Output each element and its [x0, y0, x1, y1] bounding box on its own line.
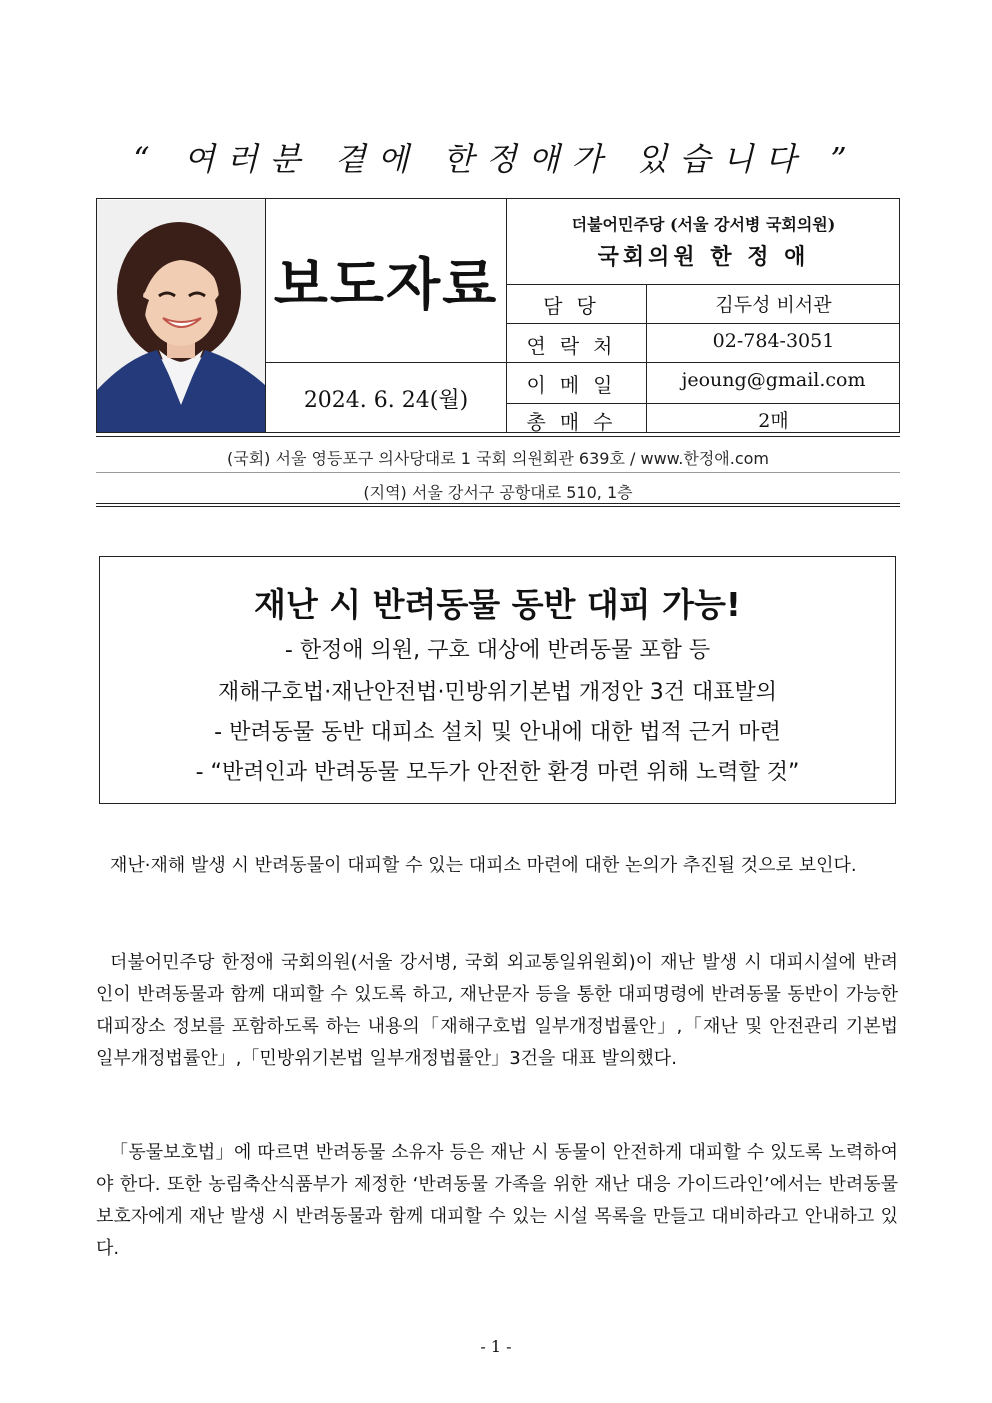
- contact-value-manager: 김두성 비서관: [715, 294, 832, 316]
- contact-value-email[interactable]: jeoung@gmail.com: [681, 369, 866, 391]
- portrait-illustration: [97, 200, 265, 432]
- header-bottom-border-double: [96, 436, 900, 437]
- page-number: - 1 -: [480, 1337, 512, 1356]
- address-bottom-border-double: [96, 506, 900, 507]
- body-paragraph-1: 재난·재해 발생 시 반려동물이 대피할 수 있는 대피소 마련에 대한 논의가 추진될 것으로 보인다.: [110, 855, 857, 876]
- headline-sub-1: - 한정애 의원, 구호 대상에 반려동물 포함 등: [284, 638, 711, 663]
- headline-sub-2: 재해구호법·재난안전법·민방위기본법 개정안 3건 대표발의: [217, 680, 777, 705]
- row-line-4: [506, 403, 900, 404]
- contact-label-manager: 담당: [543, 294, 610, 318]
- contact-label-pages: 총매수: [526, 410, 627, 434]
- slogan: “ 여러분 곁에 한정애가 있습니다 ”: [133, 140, 859, 178]
- address-national-assembly: (국회) 서울 영등포구 의사당대로 1 국회 의원회관 639호 / www.한정애.com: [227, 449, 769, 468]
- headline-sub-4: - “반려인과 반려동물 모두가 안전한 환경 마련 위해 노력할 것”: [195, 760, 800, 785]
- member-name: 국회의원 한 정 애: [597, 244, 810, 270]
- portrait-photo: [97, 200, 265, 432]
- party-affiliation: 더불어민주당 (서울 강서병 국회의원): [571, 215, 836, 234]
- body-paragraph-2: 더불어민주당 한정애 국회의원(서울 강서병, 국회 외교통일위원회)이 재난 발생 시 대피시설에 반려인이 반려동물과 함께 대피할 수 있도록 하고, 재난문자 등을 통한 대피명령에 반려동물 동반이 가능한 대피장소 정보를 포함하도록 하는 내용의「재해구호법 일부개정법률안」,「재난 및 안전관리 기본법 일부개정법률안」,「민방위기본법 일부개정법률안」3건을 대표 발의했다.: [96, 952, 898, 1069]
- header-top-border: [96, 198, 900, 199]
- row-line-2: [506, 323, 900, 324]
- headline-sub-3: - 반려동물 동반 대피소 설치 및 안내에 대한 법적 근거 마련: [214, 720, 781, 745]
- contact-value-pages: 2매: [758, 410, 789, 432]
- release-date: 2024. 6. 24(월): [303, 387, 469, 413]
- address-bottom-border: [96, 503, 900, 504]
- contact-label-phone: 연락처: [526, 334, 627, 358]
- headline-box: [99, 556, 896, 804]
- address-divider: [96, 472, 900, 473]
- contact-label-email: 이메일: [526, 373, 627, 397]
- row-line-1: [506, 284, 900, 285]
- contact-value-phone: 02-784-3051: [712, 330, 835, 352]
- press-release-title: 보도자료: [273, 253, 499, 318]
- row-line-3: [506, 362, 900, 363]
- address-local-office: (지역) 서울 강서구 공항대로 510, 1층: [363, 483, 633, 502]
- body-paragraph-3: 「동물보호법」에 따르면 반려동물 소유자 등은 재난 시 동물이 안전하게 대피할 수 있도록 노력하여야 한다. 또한 농림축산식품부가 제정한 ‘반려동물 가족을 위한 재난 대응 가이드라인’에서는 반려동물 보호자에게 재난 발생 시 반려동물과 함께 대피할 수 있는 시설 목록을 만들고 대비하라고 안내하고 있다.: [96, 1142, 898, 1259]
- headline-title: 재난 시 반려동물 동반 대피 가능!: [254, 585, 741, 624]
